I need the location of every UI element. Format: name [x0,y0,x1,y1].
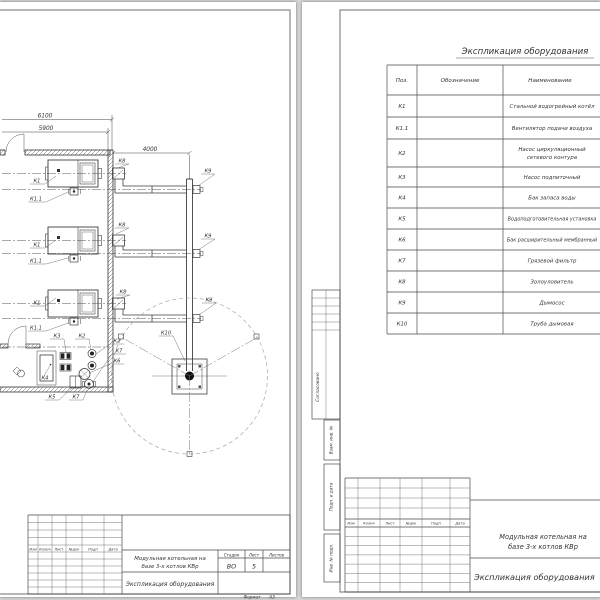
building-walls [0,150,113,392]
table-row [398,301,564,307]
title-block [345,478,600,592]
row-name: Бак запаса воды [528,195,576,202]
equipment-specification-drawing [302,2,600,597]
label-k1-1: К1.1 [30,325,42,332]
label-k1: К1 [33,178,41,185]
dim-6100: 6100 [37,113,53,120]
rev-header: Дата [108,547,118,552]
table-row [397,322,575,328]
row-pos: К10 [396,321,408,328]
table-row [398,175,581,181]
label-k8: К8 [119,289,127,296]
rev-header: Колич [363,521,375,526]
rev-header: Подп [431,521,441,526]
project-title-line2: базе 3-х котлов КВр [508,543,578,551]
label-k1: К1 [33,242,41,249]
rev-header: Колич [39,547,51,552]
sheet-frame [0,10,290,594]
boiler-k1-row2 [46,227,102,262]
pumps-k2 [88,350,96,370]
ash-collectors-k8-and-flues [113,168,187,322]
smoke-exhausters-k9 [193,186,203,323]
table-row [398,259,577,265]
rev-header: №док [405,521,417,526]
label-k3: К3 [53,333,61,340]
label-k8: К8 [118,158,126,165]
row-pos: К6 [398,237,406,244]
stage-header: Листов [269,552,284,558]
col-header-designation: Обозначение [440,78,480,84]
row-name: Стальной водогрейный котёл [509,104,595,110]
dimensions [2,115,192,179]
rev-header: №док [68,547,80,552]
row-pos: К1 [398,104,406,110]
rev-header: Подп [88,547,98,552]
stage-header: Лист [248,552,260,558]
label-k1: К1 [33,300,41,307]
dim-4000: 4000 [142,147,158,153]
stage-header: Стадия [223,552,240,558]
rev-header: Изм [347,521,355,526]
label-k9: К9 [205,297,213,304]
table-row [398,238,597,244]
specification-table [387,65,600,334]
row-name: сетевого контура [526,155,578,161]
col-header-name: Наименование [528,78,572,84]
row-name: Насос подпиточный [523,175,581,181]
side-stamps [312,290,340,582]
title-block [28,515,290,600]
row-name: Водоподготовительная установка [507,216,597,223]
table-row [396,126,592,132]
row-pos: К3 [398,175,406,181]
label-k7: К7 [72,394,80,401]
water-treatment-k5 [70,376,81,388]
boiler-k1-row3 [46,290,102,325]
doc-title: Экспликация оборудования [125,581,215,588]
row-name: Бак расширительный мембранный [506,237,598,244]
boiler-plant-plan-drawing [0,2,296,600]
table-row [398,196,576,202]
format-label: Формат [243,594,261,600]
row-pos: К4 [398,195,406,202]
table-row [398,104,595,110]
pumps-k3 [60,353,71,372]
table-row [398,147,586,161]
table-row [398,280,573,286]
label-k1-1: К1.1 [30,196,42,203]
project-title-line1: Модульная котельная на [499,533,587,541]
project-title-line2: базе 3-х котлов КВр [141,564,199,570]
stamp-inv-podl: Инв. № подл. [328,543,334,573]
specification-title: Экспликация оборудования [461,47,589,57]
stamp-vzam-inv: Взам. инв. № [328,425,334,455]
project-title-line1: Модульная котельная на [134,556,206,562]
label-k9: К9 [204,168,212,175]
label-k6: К6 [113,358,121,365]
row-pos: К2 [398,151,406,157]
right-specification-sheet [302,2,600,597]
rev-header: Изм [29,547,37,552]
label-k7: К7 [115,348,123,355]
doc-title: Экспликация оборудования [474,572,595,582]
format-value: А3 [268,595,276,600]
rev-header: Лист [54,547,64,552]
row-name: Дымосос [539,300,565,307]
floor-drain-fixture [13,367,25,377]
row-pos: К7 [398,258,406,265]
row-pos: К5 [398,216,406,223]
table-row [398,217,596,223]
stage-value: ВО [226,562,237,571]
row-name: Насос циркуляционный [518,147,586,153]
label-k1-1: К1.1 [30,258,42,265]
expansion-tank-k6 [79,369,90,380]
label-k4: К4 [41,375,49,382]
stamp-podp-data: Подп. и дата [328,482,334,512]
stamp-soglasovano: Согласовано [316,372,321,402]
left-drawing-sheet [0,2,296,600]
label-k9: К9 [204,233,212,240]
dim-5900: 5900 [38,126,54,132]
label-k5: К5 [48,394,56,401]
label-k2: К2 [113,338,121,345]
row-name: Золоуловитель [530,279,574,286]
col-header-pos: Поз. [395,78,409,84]
sheet-number: 5 [251,562,257,571]
row-name: Труба дымовая [530,321,574,328]
row-pos: К8 [398,279,406,286]
flue-collector-duct [187,179,193,371]
label-k2: К2 [78,333,86,340]
row-name: Грязевой фильтр [527,258,577,265]
row-name: Вентилятор подачи воздуха [511,126,593,132]
rev-header: Лист [385,521,395,526]
label-k10: К10 [160,330,172,337]
label-k8: К8 [118,222,126,229]
row-pos: К9 [398,300,406,307]
door-swings [6,134,26,344]
row-pos: К1.1 [395,126,409,132]
rev-header: Дата [455,521,465,526]
